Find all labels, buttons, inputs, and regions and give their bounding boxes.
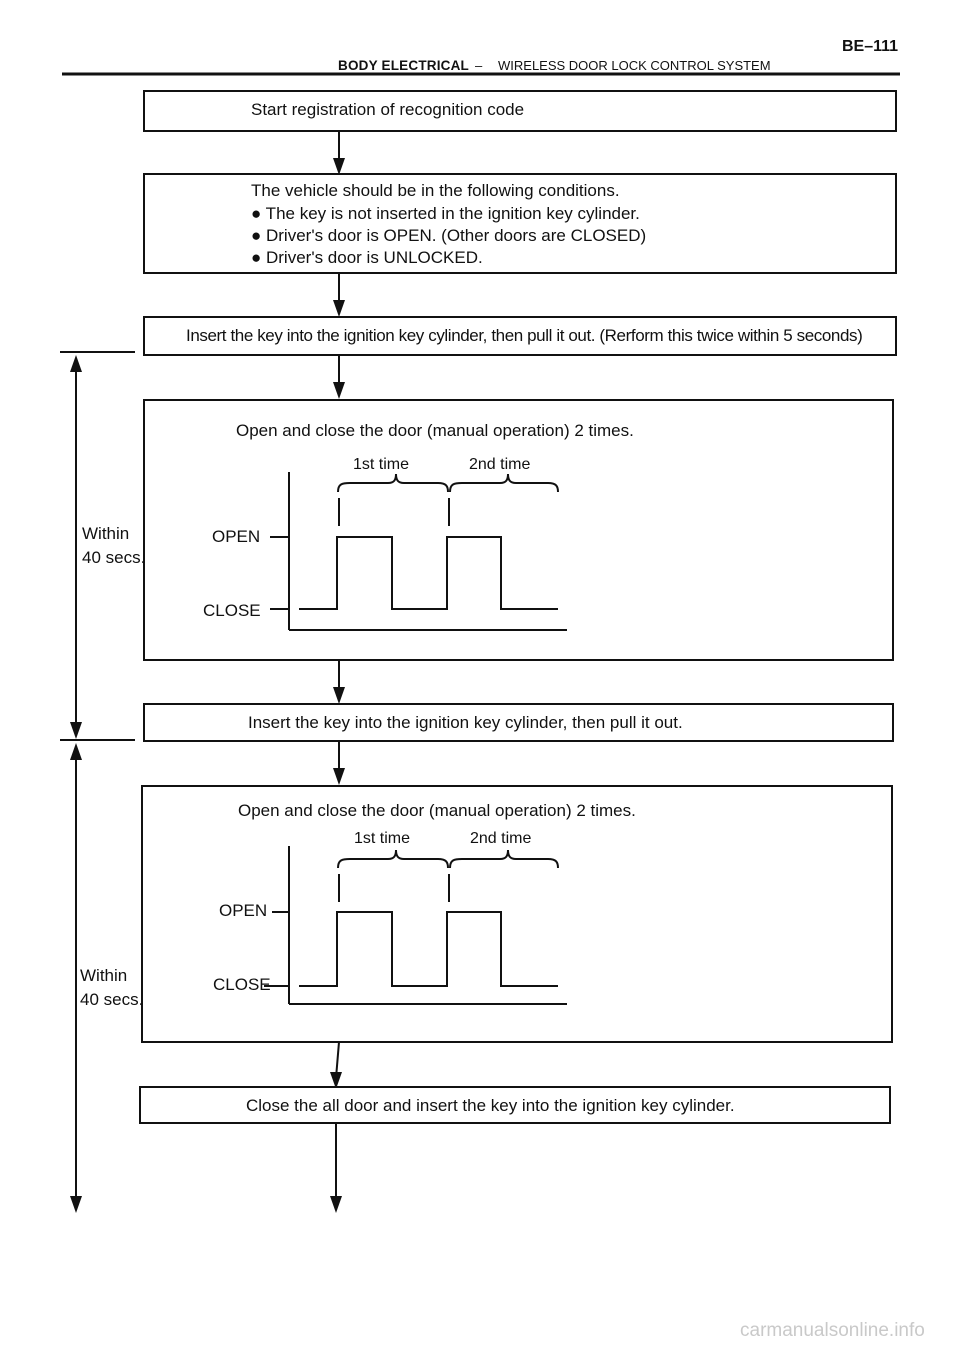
condition-item: ● Driver's door is UNLOCKED. [251,248,483,267]
page-number: BE–111 [842,38,899,55]
open-label-1: OPEN [212,527,261,546]
open-label-2: OPEN [219,901,268,920]
second-time-label-2: 2nd time [470,830,532,847]
timing-label-2-line1: Within [80,966,128,985]
section-separator: – [475,58,483,73]
section-title: BODY ELECTRICAL [338,58,470,73]
insert-twice-text: Insert the key into the ignition key cylinder, then pull it out. (Rerform this twice within 5 seconds) [186,326,863,345]
condition-item: ● The key is not inserted in the ignition key cylinder. [251,204,640,223]
first-time-label-2: 1st time [354,830,411,847]
subsection-title: WIRELESS DOOR LOCK CONTROL SYSTEM [498,58,771,73]
conditions-title: The vehicle should be in the following conditions. [251,181,620,200]
watermark: carmanualsonline.info [740,1320,925,1341]
door-cycle-title-2: Open and close the door (manual operation) 2 times. [238,801,636,820]
door-cycle-title-1: Open and close the door (manual operation) 2 times. [236,421,634,440]
second-time-label-1: 2nd time [469,456,531,473]
final-step-text: Close the all door and insert the key into the ignition key cylinder. [246,1096,735,1115]
start-text: Start registration of recognition code [251,100,525,119]
timing-label-1-line2: 40 secs. [82,548,146,567]
timing-label-2-line2: 40 secs. [80,990,144,1009]
insert-once-text: Insert the key into the ignition key cylinder, then pull it out. [248,713,683,732]
close-label-2: CLOSE [213,975,271,994]
first-time-label-1: 1st time [353,456,410,473]
condition-item: ● Driver's door is OPEN. (Other doors are CLOSED) [251,226,647,245]
close-label-1: CLOSE [203,601,261,620]
timing-label-1-line1: Within [82,524,130,543]
